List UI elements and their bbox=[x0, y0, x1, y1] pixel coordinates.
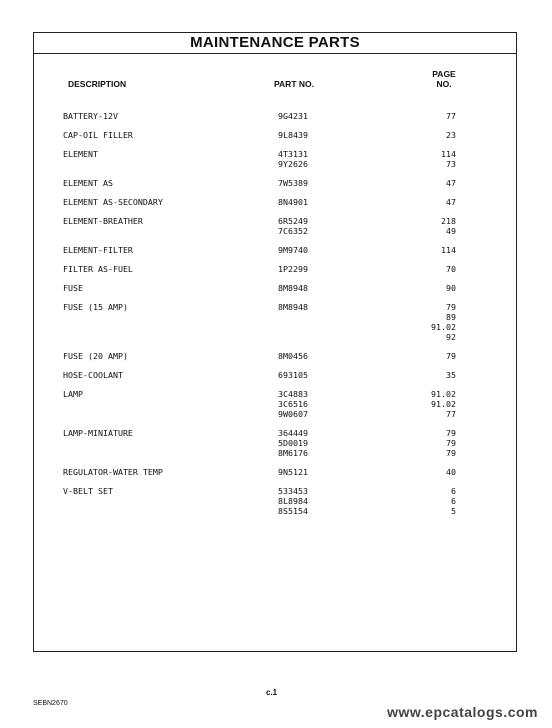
row-description: HOSE-COOLANT bbox=[63, 370, 123, 380]
page-number-ref: 77 bbox=[446, 111, 456, 121]
header-page-line2: NO. bbox=[436, 79, 452, 89]
row-page-numbers bbox=[394, 130, 456, 140]
part-number: 4T3131 bbox=[278, 149, 308, 159]
part-number: 1P2299 bbox=[278, 264, 308, 274]
row-page-numbers bbox=[394, 351, 456, 361]
page-number-ref: 23 bbox=[446, 130, 456, 140]
row-page-numbers bbox=[394, 370, 456, 380]
page-number-ref: 6 bbox=[451, 496, 456, 506]
page-number-ref: 114 bbox=[441, 149, 456, 159]
part-number: 9Y2626 bbox=[278, 159, 308, 169]
part-number: 9L8439 bbox=[278, 130, 308, 140]
page-number-ref: 79 bbox=[446, 302, 456, 312]
page-number-ref: 79 bbox=[446, 351, 456, 361]
row-part-numbers bbox=[278, 264, 308, 274]
row-description: LAMP-MINIATURE bbox=[63, 428, 133, 438]
page-number-ref: 79 bbox=[446, 428, 456, 438]
row-part-numbers bbox=[278, 302, 308, 312]
part-number: 8L8984 bbox=[278, 496, 308, 506]
row-part-numbers bbox=[278, 149, 308, 169]
header-page-no bbox=[426, 69, 462, 89]
row-page-numbers bbox=[394, 178, 456, 188]
part-number: 693105 bbox=[278, 370, 308, 380]
parts-table-frame bbox=[33, 32, 517, 652]
part-number: 5D0019 bbox=[278, 438, 308, 448]
page-number-ref: 218 bbox=[441, 216, 456, 226]
header-page-line1: PAGE bbox=[432, 69, 456, 79]
row-part-numbers bbox=[278, 283, 308, 293]
page-number-ref: 79 bbox=[446, 438, 456, 448]
part-number: 9N5121 bbox=[278, 467, 308, 477]
row-description: FILTER AS-FUEL bbox=[63, 264, 133, 274]
row-page-numbers bbox=[394, 245, 456, 255]
header-description: DESCRIPTION bbox=[68, 79, 127, 89]
page-number-ref: 47 bbox=[446, 197, 456, 207]
header-part-no: PART NO. bbox=[274, 79, 314, 89]
part-number: 8M0456 bbox=[278, 351, 308, 361]
page-number-ref: 91.02 bbox=[431, 399, 456, 409]
row-page-numbers bbox=[394, 264, 456, 274]
part-number: 533453 bbox=[278, 486, 308, 496]
part-number: 7W5389 bbox=[278, 178, 308, 188]
part-number: 9G4231 bbox=[278, 111, 308, 121]
page-number-ref: 6 bbox=[451, 486, 456, 496]
row-description: ELEMENT AS bbox=[63, 178, 113, 188]
part-number: 7C6352 bbox=[278, 226, 308, 236]
row-description: FUSE (15 AMP) bbox=[63, 302, 128, 312]
row-page-numbers bbox=[394, 302, 456, 342]
page-number-ref: 114 bbox=[441, 245, 456, 255]
page-number-ref: 89 bbox=[446, 312, 456, 322]
row-part-numbers bbox=[278, 111, 308, 121]
page-number-ref: 49 bbox=[446, 226, 456, 236]
row-page-numbers bbox=[394, 149, 456, 169]
part-number: 8M8948 bbox=[278, 283, 308, 293]
row-page-numbers bbox=[394, 467, 456, 477]
document-code: SEBN2670 bbox=[33, 700, 68, 707]
part-number: 8S5154 bbox=[278, 506, 308, 516]
page-number: c.1 bbox=[266, 688, 278, 697]
row-part-numbers bbox=[278, 197, 308, 207]
page-number-ref: 77 bbox=[446, 409, 456, 419]
page-number-ref: 79 bbox=[446, 448, 456, 458]
row-page-numbers bbox=[394, 486, 456, 516]
part-number: 9M9740 bbox=[278, 245, 308, 255]
page-number-ref: 40 bbox=[446, 467, 456, 477]
row-part-numbers bbox=[278, 216, 308, 236]
part-number: 9W0607 bbox=[278, 409, 308, 419]
page-number-ref: 5 bbox=[451, 506, 456, 516]
row-page-numbers bbox=[394, 216, 456, 236]
row-part-numbers bbox=[278, 428, 308, 458]
row-description: ELEMENT bbox=[63, 149, 98, 159]
page-number-ref: 35 bbox=[446, 370, 456, 380]
part-number: 3C6516 bbox=[278, 399, 308, 409]
row-description: CAP-OIL FILLER bbox=[63, 130, 133, 140]
row-description: REGULATOR-WATER TEMP bbox=[63, 467, 163, 477]
part-number: 8M8948 bbox=[278, 302, 308, 312]
row-description: FUSE (20 AMP) bbox=[63, 351, 128, 361]
row-description: LAMP bbox=[63, 389, 83, 399]
row-description: V-BELT SET bbox=[63, 486, 113, 496]
page-number-ref: 91.02 bbox=[431, 322, 456, 332]
page-number-ref: 90 bbox=[446, 283, 456, 293]
row-page-numbers bbox=[394, 389, 456, 419]
row-description: BATTERY-12V bbox=[63, 111, 118, 121]
row-part-numbers bbox=[278, 130, 308, 140]
part-number: 364449 bbox=[278, 428, 308, 438]
row-page-numbers bbox=[394, 428, 456, 458]
row-part-numbers bbox=[278, 389, 308, 419]
row-part-numbers bbox=[278, 370, 308, 380]
row-part-numbers bbox=[278, 351, 308, 361]
row-description: ELEMENT AS-SECONDARY bbox=[63, 197, 163, 207]
row-part-numbers bbox=[278, 245, 308, 255]
page-number-ref: 73 bbox=[446, 159, 456, 169]
row-page-numbers bbox=[394, 197, 456, 207]
page-title: MAINTENANCE PARTS bbox=[34, 33, 516, 54]
page-number-ref: 91.02 bbox=[431, 389, 456, 399]
part-number: 8M6176 bbox=[278, 448, 308, 458]
row-page-numbers bbox=[394, 111, 456, 121]
row-part-numbers bbox=[278, 467, 308, 477]
row-part-numbers bbox=[278, 486, 308, 516]
page-number-ref: 92 bbox=[446, 332, 456, 342]
part-number: 6R5249 bbox=[278, 216, 308, 226]
row-description: ELEMENT-BREATHER bbox=[63, 216, 143, 226]
page-number-ref: 70 bbox=[446, 264, 456, 274]
part-number: 8N4901 bbox=[278, 197, 308, 207]
row-description: ELEMENT-FILTER bbox=[63, 245, 133, 255]
row-description: FUSE bbox=[63, 283, 83, 293]
part-number: 3C4883 bbox=[278, 389, 308, 399]
row-page-numbers bbox=[394, 283, 456, 293]
watermark: www.epcatalogs.com bbox=[387, 704, 538, 720]
row-part-numbers bbox=[278, 178, 308, 188]
page-number-ref: 47 bbox=[446, 178, 456, 188]
